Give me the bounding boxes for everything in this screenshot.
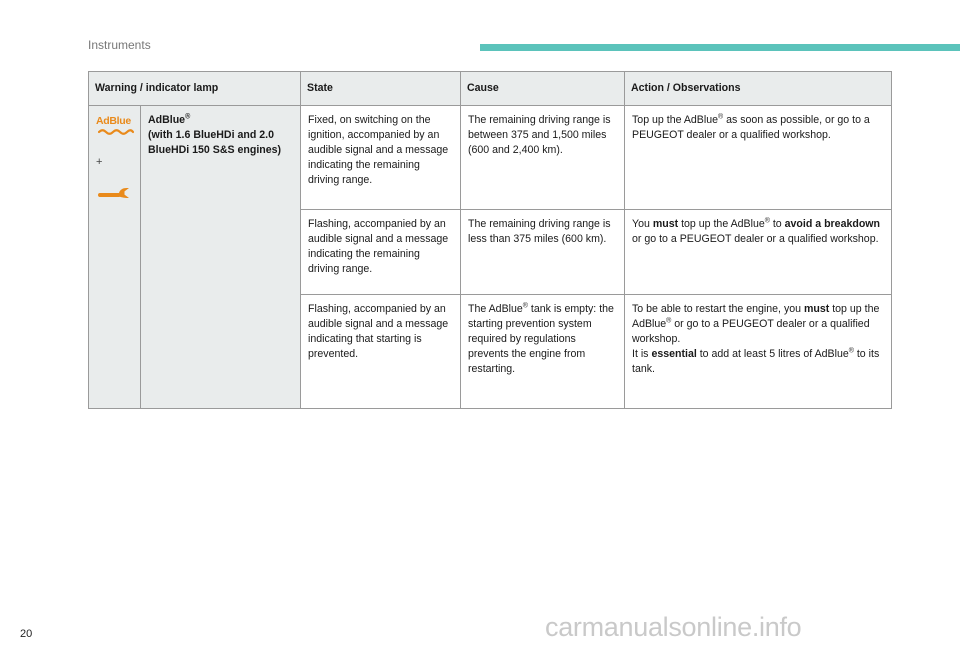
table-row — [89, 106, 892, 210]
action-text: to — [769, 218, 785, 230]
column-header-state: State — [301, 72, 461, 106]
warning-lamp-table — [88, 71, 892, 409]
cause-cell — [461, 295, 625, 409]
action-cell — [625, 106, 892, 210]
action-text: It is — [632, 348, 652, 360]
lamp-name-detail: (with 1.6 BlueHDi and 2.0 BlueHDi 150 S&S engines) — [148, 129, 282, 156]
table-header-row — [89, 72, 892, 106]
action-text: as soon as possible, or go to a PEUGEOT dealer or a qualified workshop. — [632, 114, 870, 141]
registered-mark: ® — [718, 113, 724, 121]
action-emphasis: avoid a breakdown — [784, 218, 881, 230]
adblue-icon — [96, 115, 136, 135]
action-text: or go to a PEUGEOT dealer or a qualified workshop. — [632, 318, 870, 345]
cause-text: The AdBlue — [468, 303, 523, 315]
state-cell: Fixed, on switching on the ignition, accompanied by an audible signal and a message indicating the remaining driving range. — [301, 106, 461, 210]
watermark-text: carmanualsonline.info — [545, 612, 802, 642]
header-accent-bar — [480, 44, 960, 51]
action-text: top up the AdBlue — [632, 303, 880, 330]
column-header-cause: Cause — [461, 72, 625, 106]
action-text: to add at least 5 litres of AdBlue — [696, 348, 849, 360]
action-emphasis: must — [803, 303, 830, 315]
lamp-name: AdBlue — [148, 114, 186, 126]
registered-mark: ® — [185, 113, 191, 121]
section-title: Instruments — [88, 38, 151, 52]
action-emphasis: must — [652, 218, 679, 230]
action-text: top up the AdBlue — [678, 218, 765, 230]
cause-text: tank is empty: the starting prevention system required by regulations prevents the engine from restarting. — [468, 303, 614, 375]
action-text: To be able to restart the engine, you — [632, 303, 804, 315]
cause-cell: The remaining driving range is between 375 and 1,500 miles (600 and 2,400 km). — [461, 106, 625, 210]
lamp-name-cell — [141, 106, 301, 409]
action-text: to its tank. — [632, 348, 880, 375]
cause-cell: The remaining driving range is less than 375 miles (600 km). — [461, 210, 625, 295]
column-header-action: Action / Observations — [625, 72, 892, 106]
state-cell: Flashing, accompanied by an audible signal and a message indicating the remaining driving range. — [301, 210, 461, 295]
action-cell — [625, 295, 892, 409]
lamp-icon-cell — [89, 106, 141, 409]
action-emphasis: essential — [651, 348, 697, 360]
plus-sign: + — [96, 156, 103, 168]
registered-mark: ® — [848, 347, 854, 355]
registered-mark: ® — [522, 302, 528, 310]
adblue-wave-icon — [98, 128, 134, 135]
page-number: 20 — [20, 628, 33, 640]
state-cell: Flashing, accompanied by an audible signal and a message indicating that starting is prevented. — [301, 295, 461, 409]
wrench-icon — [98, 185, 132, 201]
adblue-icon-text: AdBlue — [96, 115, 131, 127]
action-text: You — [632, 218, 653, 230]
action-text: Top up the AdBlue — [632, 114, 718, 126]
action-cell — [625, 210, 892, 295]
column-header-lamp: Warning / indicator lamp — [89, 72, 301, 106]
registered-mark: ® — [666, 317, 672, 325]
action-text: or go to a PEUGEOT dealer or a qualified workshop. — [632, 233, 879, 245]
registered-mark: ® — [764, 217, 770, 225]
